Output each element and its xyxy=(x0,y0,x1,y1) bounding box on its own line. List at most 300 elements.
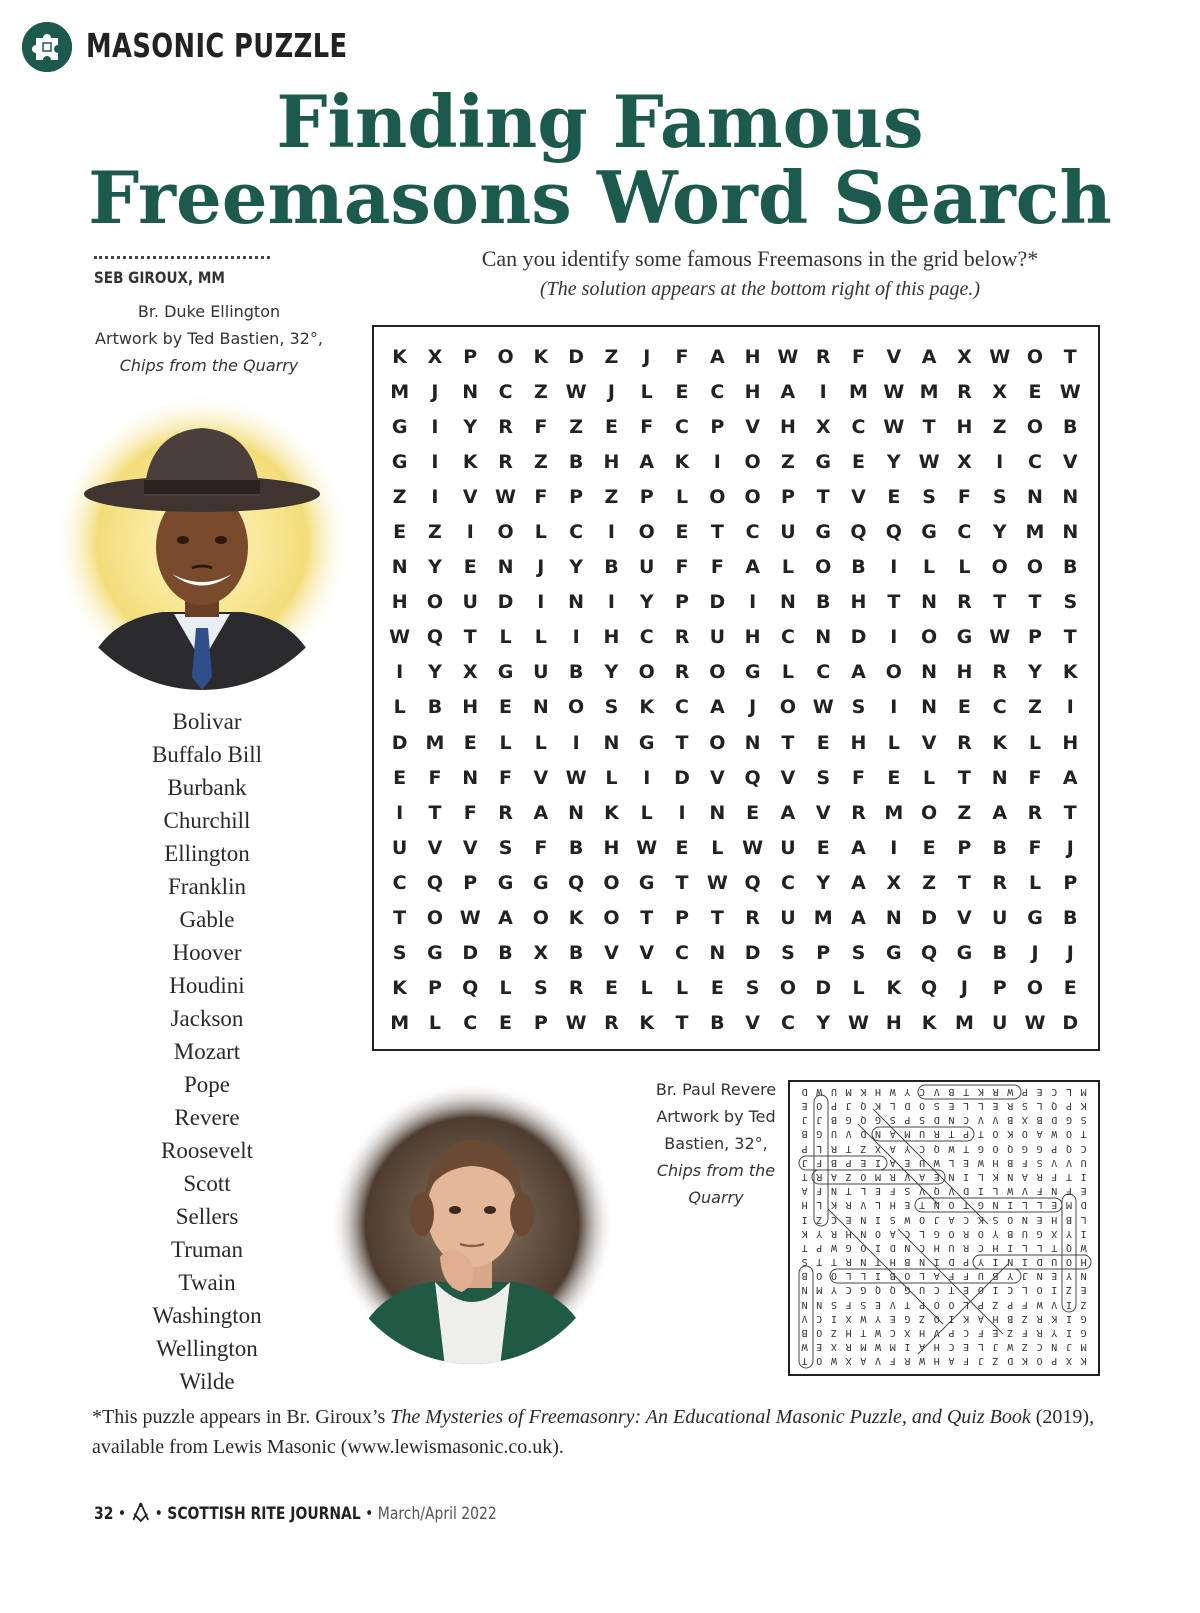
grid-letter: P xyxy=(780,485,795,508)
grid-letter: M xyxy=(884,801,904,824)
grid-letter: Y xyxy=(428,661,442,684)
solution-letter: N xyxy=(933,1199,940,1211)
solution-letter: B xyxy=(1007,1114,1014,1126)
solution-letter: C xyxy=(919,1085,926,1097)
solution-letter: G xyxy=(904,1312,911,1324)
solution-letter: Z xyxy=(860,1142,867,1154)
grid-letter: S xyxy=(851,942,866,965)
word-list-item: Ellington xyxy=(164,841,250,866)
solution-letter: X xyxy=(845,1355,852,1367)
grid-letter: O xyxy=(603,907,620,930)
grid-letter: G xyxy=(638,731,655,754)
solution-letter: K xyxy=(1080,1100,1087,1112)
solution-letter: U xyxy=(1080,1156,1087,1168)
solution-letter: O xyxy=(1007,1213,1014,1225)
solution-letter: C xyxy=(904,1227,911,1239)
solution-letter: W xyxy=(1036,1298,1043,1310)
intro-question: Can you identify some famous Freemasons in the grid below?* xyxy=(481,246,1039,271)
solution-letter: X xyxy=(830,1341,837,1353)
solution-letter: O xyxy=(816,1355,823,1367)
solution-letter: C xyxy=(1007,1284,1014,1296)
solution-letter: E xyxy=(992,1100,999,1112)
grid-letter: D xyxy=(1062,1012,1079,1035)
grid-letter: A xyxy=(851,907,866,930)
grid-letter: F xyxy=(428,766,442,789)
grid-letter: C xyxy=(463,1012,478,1035)
grid-letter: O xyxy=(709,485,726,508)
word-list-item: Buffalo Bill xyxy=(151,742,263,767)
solution-letter: V xyxy=(933,1327,940,1339)
bullet-separator: • xyxy=(154,1504,168,1524)
caption-line: Bastien, 32°, xyxy=(664,1134,768,1153)
solution-letter: E xyxy=(1051,1270,1058,1282)
grid-letter: F xyxy=(957,485,971,508)
solution-letter: R xyxy=(963,1227,970,1239)
grid-letter: L xyxy=(958,556,971,579)
grid-letter: R xyxy=(851,801,866,824)
grid-letter: C xyxy=(498,380,513,403)
solution-letter: J xyxy=(1065,1341,1072,1353)
grid-letter: N xyxy=(1062,485,1079,508)
solution-letter: R xyxy=(1036,1312,1043,1324)
grid-letter: U xyxy=(639,556,655,579)
grid-letter-row xyxy=(382,936,1088,971)
grid-letter: A xyxy=(780,380,796,403)
solution-letter: I xyxy=(1065,1298,1072,1310)
solution-letter: T xyxy=(816,1256,823,1268)
solution-letter: N xyxy=(1051,1185,1058,1197)
solution-letter: I xyxy=(1065,1312,1072,1324)
footnote xyxy=(92,1402,1122,1462)
grid-letter: M xyxy=(919,380,939,403)
title-line-1: Finding Famous xyxy=(276,79,924,164)
solution-letter: O xyxy=(919,1213,926,1225)
solution-letter: R xyxy=(1007,1100,1014,1112)
solution-letter: Y xyxy=(904,1085,911,1097)
solution-letter: Z xyxy=(830,1327,837,1339)
grid-letter: O xyxy=(779,977,796,1000)
grid-letter: O xyxy=(532,907,549,930)
grid-letter: T xyxy=(1063,801,1077,824)
grid-letter: U xyxy=(780,521,796,544)
solution-letter: N xyxy=(1021,1213,1028,1225)
solution-letter: W xyxy=(889,1085,896,1097)
solution-letter: Q xyxy=(875,1284,882,1296)
grid-letter: Q xyxy=(426,871,444,894)
grid-letter: E xyxy=(675,521,689,544)
solution-letter: I xyxy=(948,1312,955,1324)
grid-letter-row xyxy=(382,655,1088,690)
grid-letter: O xyxy=(638,521,655,544)
grid-letter: W xyxy=(459,907,481,930)
grid-letter: D xyxy=(568,345,585,368)
solution-letter: W xyxy=(977,1156,984,1168)
solution-letter: W xyxy=(875,1341,882,1353)
solution-letter: L xyxy=(963,1298,970,1310)
solution-letter: I xyxy=(1051,1284,1058,1296)
grid-letter: Y xyxy=(463,415,478,438)
grid-letter: L xyxy=(1028,871,1042,894)
grid-letter: F xyxy=(852,766,865,789)
solution-letter: Y xyxy=(875,1312,882,1324)
grid-letter: O xyxy=(709,731,726,754)
solution-letter: G xyxy=(1080,1312,1087,1324)
grid-letter: L xyxy=(428,1012,441,1035)
grid-letter: W xyxy=(565,766,587,789)
solution-letter: Z xyxy=(992,1355,999,1367)
solution-letter: R xyxy=(933,1128,940,1140)
grid-letter: U xyxy=(462,591,478,614)
grid-letter: Z xyxy=(392,485,407,508)
word-list-item: Houdini xyxy=(169,973,245,998)
solution-letter: S xyxy=(889,1114,896,1126)
word-list-item: Burbank xyxy=(167,775,247,800)
grid-letter: J xyxy=(643,345,651,368)
solution-letter: L xyxy=(977,1341,984,1353)
grid-letter: H xyxy=(744,626,761,649)
solution-letter: A xyxy=(1036,1128,1043,1140)
grid-letter: S xyxy=(498,836,513,859)
solution-letter: O xyxy=(816,1327,823,1339)
grid-letter: D xyxy=(709,591,726,614)
solution-letter: G xyxy=(1036,1142,1043,1154)
grid-letter: I xyxy=(607,591,615,614)
grid-letter: B xyxy=(1063,415,1078,438)
grid-letter: I xyxy=(890,696,898,719)
solution-letter: C xyxy=(1080,1142,1087,1154)
grid-letter: F xyxy=(640,415,654,438)
solution-letter: U xyxy=(830,1085,837,1097)
grid-letter: N xyxy=(462,380,479,403)
solution-letter: R xyxy=(889,1170,896,1182)
grid-letter: L xyxy=(852,977,865,1000)
grid-letter-row xyxy=(382,865,1088,900)
grid-letter: S xyxy=(392,942,407,965)
grid-letter: I xyxy=(431,415,439,438)
solution-letter: I xyxy=(1065,1327,1072,1339)
grid-letter: S xyxy=(992,485,1007,508)
grid-letter: K xyxy=(992,731,1008,754)
solution-letter: L xyxy=(948,1156,955,1168)
grid-letter-row xyxy=(382,620,1088,655)
grid-letter: I xyxy=(996,450,1004,473)
grid-letter: N xyxy=(779,591,796,614)
grid-letter: S xyxy=(604,696,619,719)
issue-date: March/April 2022 xyxy=(377,1504,497,1524)
grid-letter: K xyxy=(1062,661,1078,684)
grid-letter: M xyxy=(849,380,868,403)
solution-letter: L xyxy=(992,1185,999,1197)
grid-letter: W xyxy=(883,415,905,438)
solution-letter: E xyxy=(1036,1213,1043,1225)
solution-letter: E xyxy=(845,1213,852,1225)
grid-letter: P xyxy=(463,345,478,368)
grid-letter: I xyxy=(678,801,686,824)
revere-caption xyxy=(620,1076,812,1211)
solution-letter: A xyxy=(977,1312,984,1324)
word-list-item: Sellers xyxy=(175,1204,239,1229)
grid-letter: W xyxy=(1059,380,1081,403)
solution-letter: Y xyxy=(1051,1327,1058,1339)
grid-letter: A xyxy=(498,907,513,930)
grid-letter: G xyxy=(391,415,408,438)
grid-letter: V xyxy=(1062,450,1078,473)
grid-letter: L xyxy=(499,626,512,649)
solution-letter: S xyxy=(830,1298,837,1310)
grid-letter: U xyxy=(991,1012,1008,1035)
grid-letter-row xyxy=(382,444,1088,479)
solution-letter: N xyxy=(860,1213,867,1225)
grid-letter: W xyxy=(1024,1012,1046,1035)
solution-letter: S xyxy=(992,1213,999,1225)
grid-letter: O xyxy=(709,661,726,684)
grid-letter: Y xyxy=(1028,661,1042,684)
solution-letter: R xyxy=(845,1256,852,1268)
solution-letter: I xyxy=(1007,1199,1014,1211)
solution-letter: E xyxy=(963,1156,970,1168)
solution-letter: X xyxy=(1065,1355,1072,1367)
solution-letter: E xyxy=(963,1284,970,1296)
word-list-item: Truman xyxy=(171,1237,243,1262)
solution-letter: W xyxy=(1007,1085,1014,1097)
grid-letter: H xyxy=(850,731,867,754)
solution-letter: R xyxy=(845,1341,852,1353)
grid-letter: X xyxy=(427,345,443,368)
grid-letter: X xyxy=(992,380,1008,403)
grid-letter: T xyxy=(675,1012,689,1035)
grid-letter: D xyxy=(674,766,690,789)
solution-letter: G xyxy=(816,1128,823,1140)
solution-letter: F xyxy=(1021,1327,1028,1339)
grid-letter: N xyxy=(568,591,585,614)
grid-letter: P xyxy=(675,907,689,930)
word-list-item: Twain xyxy=(178,1270,236,1295)
grid-letter: R xyxy=(674,661,690,684)
solution-letter: I xyxy=(1080,1170,1087,1182)
grid-letter: E xyxy=(675,380,689,403)
word-list-item: Jackson xyxy=(170,1006,244,1031)
grid-letter: F xyxy=(710,556,724,579)
grid-letter: L xyxy=(499,731,512,754)
solution-letter: W xyxy=(830,1241,837,1253)
grid-letter-row xyxy=(382,971,1088,1006)
grid-letter: M xyxy=(425,731,445,754)
grid-letter: P xyxy=(463,871,478,894)
solution-letter: L xyxy=(816,1199,823,1211)
solution-letter: L xyxy=(875,1199,882,1211)
grid-letter: C xyxy=(992,696,1007,719)
grid-letter: G xyxy=(956,626,973,649)
grid-letter: A xyxy=(921,345,937,368)
solution-letter: H xyxy=(889,1199,896,1211)
solution-letter: G xyxy=(977,1199,984,1211)
solution-letter: X xyxy=(904,1327,911,1339)
grid-letter: E xyxy=(604,415,618,438)
grid-letter: O xyxy=(426,591,444,614)
solution-letter: F xyxy=(1021,1156,1028,1168)
solution-letter: G xyxy=(933,1227,940,1239)
solution-letter: U xyxy=(1021,1227,1028,1239)
solution-letter: R xyxy=(963,1241,970,1253)
grid-letter: K xyxy=(568,907,584,930)
solution-letter: P xyxy=(963,1128,970,1140)
grid-letter: J xyxy=(1066,942,1074,965)
word-list-item: Gable xyxy=(179,907,235,932)
grid-letter: P xyxy=(710,415,725,438)
solution-letter: U xyxy=(1051,1256,1058,1268)
solution-letter: C xyxy=(1051,1085,1058,1097)
grid-letter: I xyxy=(572,731,580,754)
grid-letter: R xyxy=(957,591,972,614)
solution-letter: H xyxy=(845,1327,852,1339)
grid-letter: R xyxy=(1027,801,1043,824)
grid-letter: G xyxy=(391,450,408,473)
word-list-item: Scott xyxy=(183,1171,231,1196)
solution-letter: F xyxy=(963,1270,970,1282)
grid-letter: S xyxy=(533,977,548,1000)
solution-letter: T xyxy=(845,1185,852,1197)
solution-letter: P xyxy=(919,1298,926,1310)
solution-letter: U xyxy=(830,1128,837,1140)
grid-letter: L xyxy=(605,766,618,789)
grid-letter-row xyxy=(382,830,1088,865)
solution-letter: W xyxy=(860,1312,867,1324)
grid-letter: N xyxy=(921,696,938,719)
solution-letter: S xyxy=(1021,1100,1028,1112)
solution-letter: H xyxy=(933,1355,940,1367)
solution-letter: T xyxy=(801,1241,808,1253)
solution-letter: Z xyxy=(1021,1341,1028,1353)
grid-letter: K xyxy=(921,1012,937,1035)
grid-letter: V xyxy=(604,942,619,965)
solution-letter: O xyxy=(816,1100,823,1112)
grid-letter: T xyxy=(993,591,1007,614)
grid-letter: K xyxy=(533,345,549,368)
solution-letter: B xyxy=(1007,1156,1014,1168)
grid-letter: B xyxy=(568,661,584,684)
grid-letter: Q xyxy=(744,871,761,894)
word-list xyxy=(92,705,322,1398)
intro xyxy=(380,244,1140,304)
grid-letter: U xyxy=(391,836,408,859)
solution-letter: Y xyxy=(992,1227,999,1239)
grid-letter-row xyxy=(382,795,1088,830)
solution-letter: T xyxy=(801,1355,808,1367)
solution-letter: E xyxy=(904,1156,911,1168)
grid-letter: G xyxy=(1027,907,1043,930)
grid-letter: A xyxy=(709,696,725,719)
grid-letter-row xyxy=(382,1006,1088,1041)
solution-letter: W xyxy=(801,1341,808,1353)
grid-letter: A xyxy=(745,556,760,579)
grid-letter: Q xyxy=(744,766,761,789)
grid-letter: Q xyxy=(921,942,938,965)
solution-letter: K xyxy=(992,1170,999,1182)
grid-letter: K xyxy=(392,977,408,1000)
grid-letter: W xyxy=(565,380,587,403)
solution-letter: J xyxy=(816,1114,823,1126)
solution-letter: T xyxy=(948,1128,955,1140)
solution-letter: T xyxy=(875,1256,882,1268)
solution-letter: E xyxy=(801,1100,808,1112)
grid-letter: O xyxy=(744,450,761,473)
solution-letter: P xyxy=(845,1156,852,1168)
word-list-item: Churchill xyxy=(163,808,251,833)
grid-letter: G xyxy=(815,521,832,544)
solution-letter: V xyxy=(948,1185,955,1197)
grid-letter: C xyxy=(745,521,760,544)
solution-letter: O xyxy=(992,1128,999,1140)
grid-letter: N xyxy=(744,731,761,754)
grid-letter: O xyxy=(568,696,585,719)
grid-letter: Q xyxy=(568,871,585,894)
byline-divider xyxy=(94,256,270,259)
solution-letter: P xyxy=(963,1256,970,1268)
square-and-compass-icon xyxy=(131,1502,151,1522)
grid-letter: B xyxy=(815,591,831,614)
solution-letter: Q xyxy=(860,1100,867,1112)
grid-letter: Q xyxy=(426,626,444,649)
grid-letter: S xyxy=(851,696,866,719)
grid-letter: P xyxy=(992,977,1007,1000)
grid-letter: D xyxy=(921,907,937,930)
solution-letter: H xyxy=(1051,1213,1058,1225)
grid-letter: P xyxy=(569,485,584,508)
solution-letter: I xyxy=(933,1256,940,1268)
grid-letter: U xyxy=(780,836,796,859)
grid-letter: E xyxy=(816,731,830,754)
solution-letter: J xyxy=(801,1156,808,1168)
solution-letter: K xyxy=(830,1199,837,1211)
solution-letter: D xyxy=(948,1256,955,1268)
solution-letter: N xyxy=(801,1298,808,1310)
solution-letter: L xyxy=(1021,1241,1028,1253)
grid-letter: N xyxy=(462,766,479,789)
grid-letter: X xyxy=(533,942,549,965)
solution-letter: V xyxy=(860,1199,867,1211)
grid-letter: F xyxy=(534,836,548,859)
solution-letter: N xyxy=(830,1185,837,1197)
solution-letter: P xyxy=(801,1142,808,1154)
solution-letter: C xyxy=(948,1341,955,1353)
grid-letter: L xyxy=(640,801,653,824)
grid-letter: R xyxy=(957,380,972,403)
grid-letter: A xyxy=(851,661,866,684)
grid-letter: U xyxy=(991,907,1008,930)
grid-letter: O xyxy=(1026,556,1044,579)
puzzle-badge-icon xyxy=(22,22,72,72)
grid-letter: V xyxy=(886,345,902,368)
grid-letter: E xyxy=(710,977,724,1000)
solution-letter: O xyxy=(830,1270,837,1282)
grid-letter: J xyxy=(1031,942,1039,965)
solution-letter: N xyxy=(904,1241,911,1253)
solution-letter: O xyxy=(977,1284,984,1296)
grid-letter: H xyxy=(744,380,761,403)
solution-letter: Q xyxy=(1007,1142,1014,1154)
solution-letter: H xyxy=(992,1312,999,1324)
solution-letter: K xyxy=(977,1213,984,1225)
solution-letter: O xyxy=(1021,1128,1028,1140)
grid-letter: E xyxy=(675,836,689,859)
grid-letter: E xyxy=(816,836,830,859)
solution-letter: Q xyxy=(889,1284,896,1296)
footnote-lead: *This puzzle appears in Br. Giroux’s xyxy=(92,1406,391,1428)
solution-letter: L xyxy=(1036,1100,1043,1112)
grid-letter: E xyxy=(499,696,513,719)
solution-letter: V xyxy=(1065,1156,1072,1168)
word-list-item: Revere xyxy=(174,1105,240,1130)
